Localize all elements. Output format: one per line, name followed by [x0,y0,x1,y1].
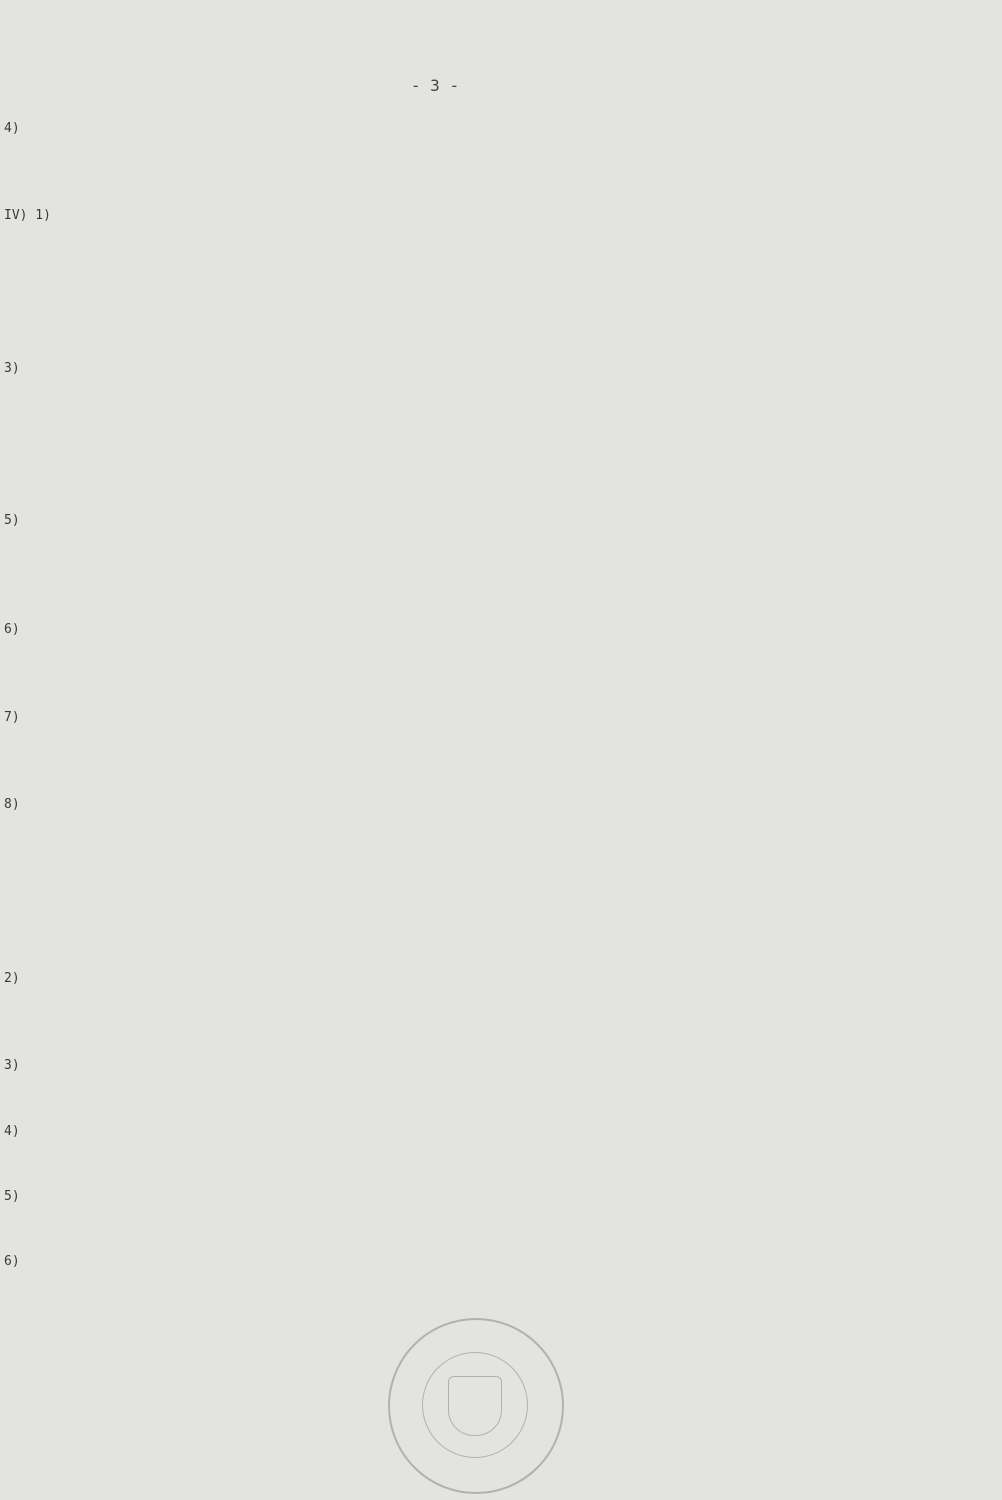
text-line [4,1230,994,1252]
text-line [4,467,994,489]
text-line [4,532,994,554]
text-line [4,1142,994,1164]
text-line: 6) [4,1254,20,1270]
text-line [4,1208,994,1230]
document-body [4,118,994,1317]
text-line: 5) [4,513,20,529]
text-line [4,837,994,859]
text-line: 6) [4,622,20,638]
text-line [4,1033,994,1055]
text-line [4,140,994,162]
text-line [4,772,994,794]
text-line [4,1077,994,1099]
text-line: 4) [4,121,20,136]
text-line [4,990,994,1012]
text-line: 5) [4,1189,20,1205]
text-line [4,663,994,685]
text-line [4,489,994,511]
text-line: 3) [4,1058,20,1074]
text-line: 7) [4,709,20,725]
text-line [4,249,994,271]
text-line [4,750,994,772]
text-line [4,1099,994,1121]
text-line [4,554,994,576]
official-seal-emblem [448,1376,502,1436]
text-line: IV) 1) [4,208,51,224]
text-line [4,728,994,750]
text-line [4,1295,994,1317]
text-line: 8) [4,796,20,812]
text-line: 4) [4,1123,20,1139]
text-line [4,445,994,467]
text-line [4,183,994,205]
text-line [4,292,994,314]
text-line [4,881,994,903]
text-line [4,641,994,663]
text-line [4,314,994,336]
text-line [4,423,994,445]
text-line [4,162,994,184]
official-seal [388,1318,564,1494]
text-line: 2) [4,971,20,987]
text-line [4,859,994,881]
text-line [4,576,994,598]
text-line [4,336,994,358]
text-line [4,227,994,249]
page-number: - 3 - [410,76,460,95]
text-line [4,271,994,293]
text-line: 3) [4,360,20,376]
text-line [4,598,994,620]
text-line [4,1273,994,1295]
text-line [4,1164,994,1186]
text-line [4,816,994,838]
text-line [4,924,994,946]
text-line [4,380,994,402]
text-line [4,1012,994,1034]
text-line [4,946,994,968]
text-line [4,401,994,423]
text-line [4,903,994,925]
text-line [4,685,994,707]
